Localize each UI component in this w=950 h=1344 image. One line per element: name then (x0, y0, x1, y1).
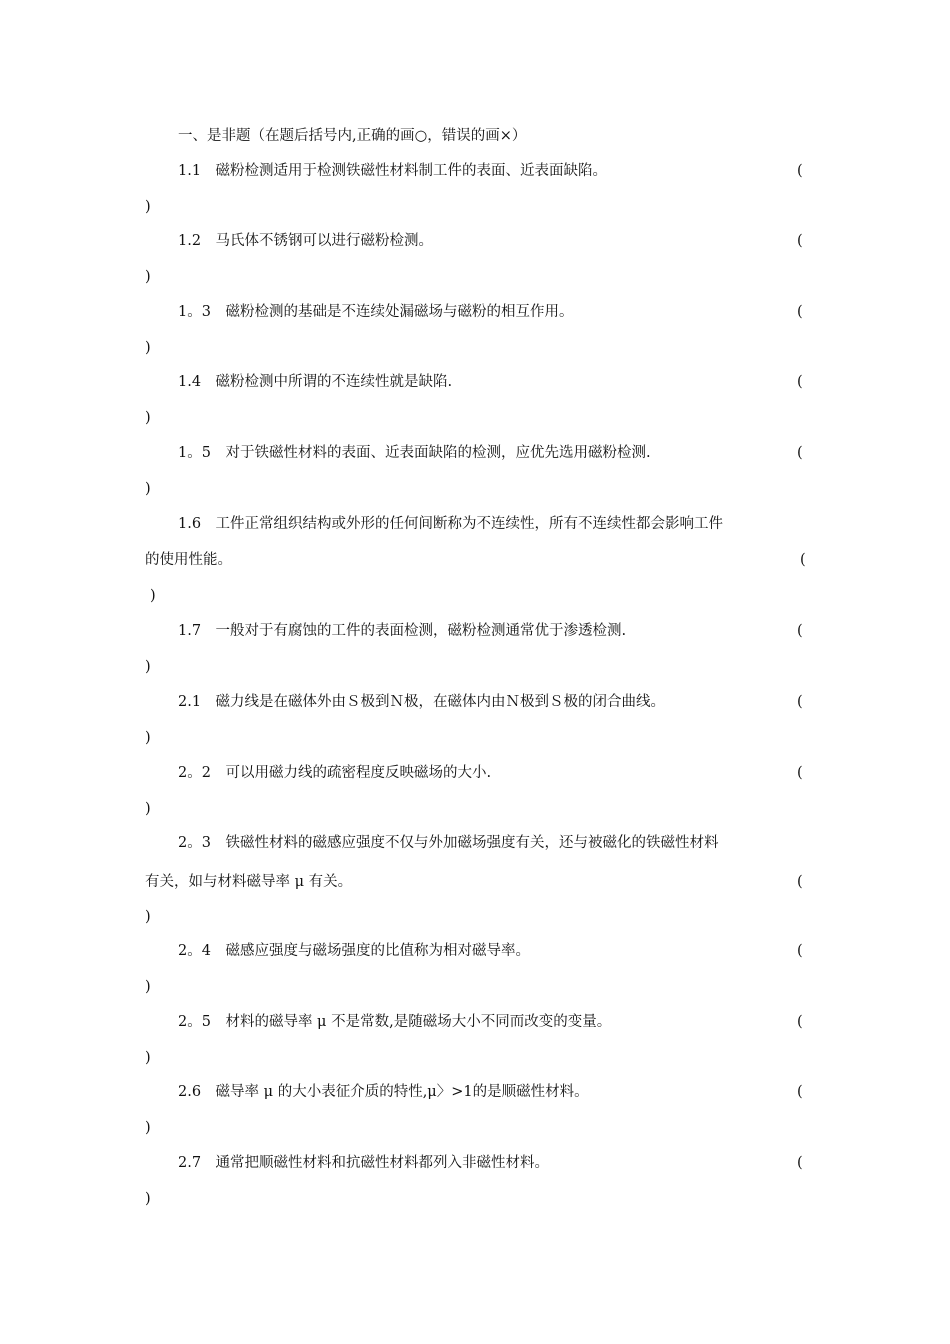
question-1-1: 1.1 磁粉检测适用于检测铁磁性材料制工件的表面、近表面缺陷。 (178, 163, 608, 179)
answer-close-paren: ) (145, 801, 151, 817)
question-2-1: 2.1 磁力线是在磁体外由Ｓ极到Ｎ极，在磁体内由Ｎ极到Ｓ极的闭合曲线。 (178, 694, 666, 710)
question-2-3-continuation: 有关，如与材料磁导率 μ 有关。 (145, 874, 353, 890)
answer-open-paren: ( (797, 304, 803, 320)
question-2-4: 2。4 磁感应强度与磁场强度的比值称为相对磁导率。 (178, 943, 530, 959)
question-2-2: 2。2 可以用磁力线的疏密程度反映磁场的大小. (178, 765, 492, 781)
answer-open-paren: ( (797, 445, 803, 461)
answer-close-paren: ) (145, 730, 151, 746)
question-1-5: 1。5 对于铁磁性材料的表面、近表面缺陷的检测，应优先选用磁粉检测. (178, 445, 651, 461)
answer-open-paren: ( (797, 694, 803, 710)
question-1-6: 1.6 工件正常组织结构或外形的任何间断称为不连续性，所有不连续性都会影响工件 (178, 516, 724, 532)
answer-open-paren: ( (797, 374, 803, 390)
answer-open-paren: ( (797, 765, 803, 781)
answer-open-paren: ( (797, 623, 803, 639)
question-1-2: 1.2 马氏体不锈钢可以进行磁粉检测。 (178, 233, 434, 249)
answer-close-paren: ) (145, 909, 151, 925)
answer-close-paren: ) (145, 1050, 151, 1066)
answer-close-paren: ) (145, 1120, 151, 1136)
question-2-7: 2.7 通常把顺磁性材料和抗磁性材料都列入非磁性材料。 (178, 1155, 550, 1171)
answer-close-paren: ) (145, 1191, 151, 1207)
answer-open-paren: ( (797, 874, 803, 890)
answer-open-paren: ( (797, 233, 803, 249)
question-2-5: 2。5 材料的磁导率 μ 不是常数,是随磁场大小不同而改变的变量。 (178, 1014, 612, 1030)
answer-close-paren: ) (145, 481, 151, 497)
question-2-3: 2。3 铁磁性材料的磁感应强度不仅与外加磁场强度有关，还与被磁化的铁磁性材料 (178, 835, 719, 851)
answer-open-paren: ( (797, 1084, 803, 1100)
answer-open-paren: ( (797, 943, 803, 959)
answer-open-paren: ( (797, 163, 803, 179)
question-1-6-continuation: 的使用性能。 (145, 552, 232, 568)
question-1-3: 1。3 磁粉检测的基础是不连续处漏磁场与磁粉的相互作用。 (178, 304, 574, 320)
question-1-4: 1.4 磁粉检测中所谓的不连续性就是缺陷. (178, 374, 453, 390)
question-1-7: 1.7 一般对于有腐蚀的工件的表面检测，磁粉检测通常优于渗透检测. (178, 623, 627, 639)
question-2-6: 2.6 磁导率 μ 的大小表征介质的特性,μ〉>1的是顺磁性材料。 (178, 1084, 589, 1100)
answer-close-paren: ) (145, 979, 151, 995)
answer-open-paren: ( (797, 1014, 803, 1030)
answer-open-paren: ( (797, 1155, 803, 1171)
answer-close-paren: ) (145, 269, 151, 285)
answer-open-paren: ( (800, 552, 806, 568)
answer-close-paren: ) (145, 659, 151, 675)
answer-close-paren: ) (145, 410, 151, 426)
answer-close-paren: ) (145, 199, 151, 215)
answer-close-paren: ) (150, 588, 156, 604)
section-heading: 一、是非题（在题后括号内,正确的画○，错误的画×） (178, 128, 527, 144)
answer-close-paren: ) (145, 340, 151, 356)
